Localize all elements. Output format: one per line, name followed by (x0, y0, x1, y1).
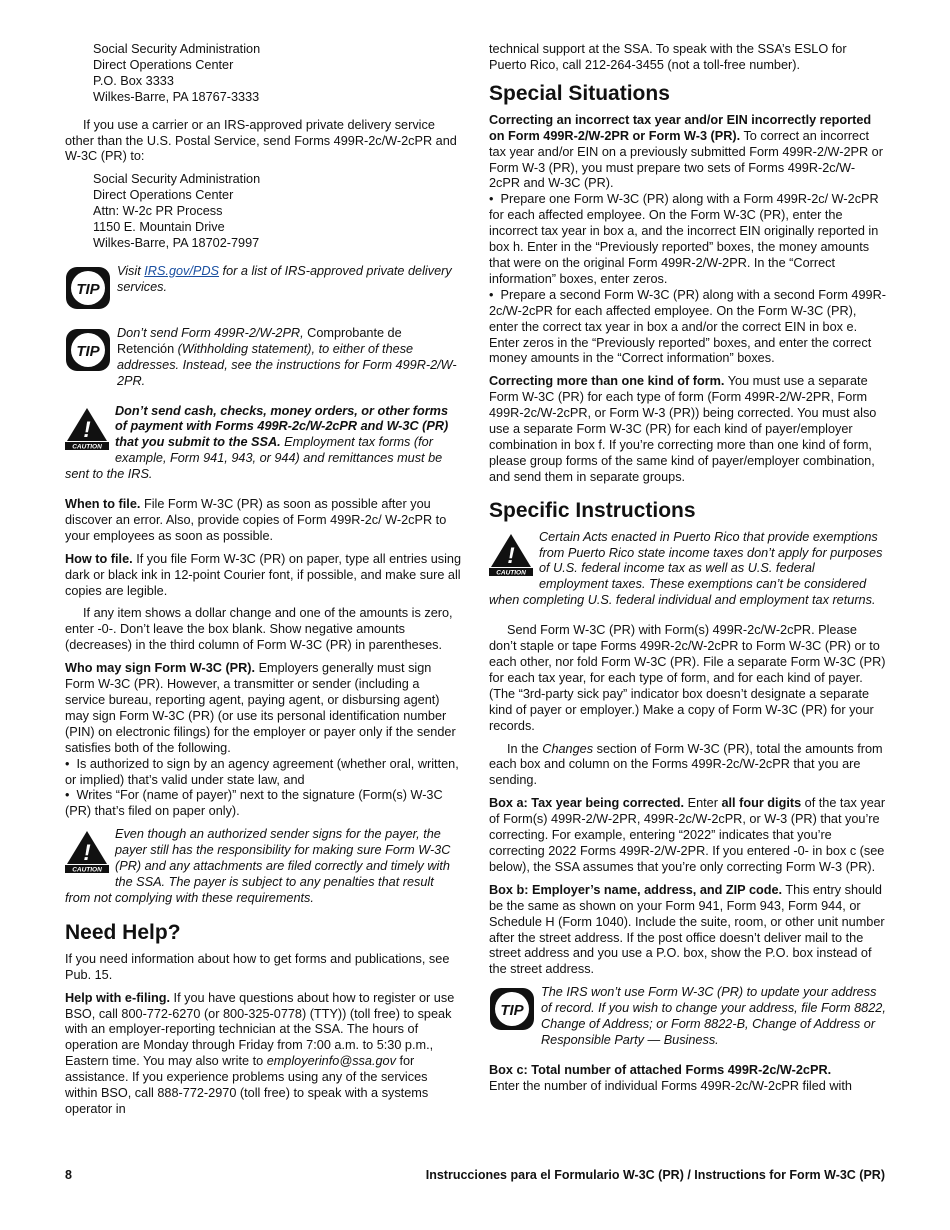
help-e-filing (65, 991, 462, 1118)
specific-instructions-heading: Specific Instructions (489, 498, 696, 522)
tip-icon-label: TIP (76, 280, 100, 298)
bullet-text: Is authorized to sign by an agency agreement (whether oral, written, or implied) that’s valid under state law, and (65, 756, 459, 787)
label: Who may sign Form W-3C (PR). (65, 661, 256, 676)
address-line: Direct Operations Center (93, 188, 234, 203)
caution-mark: ! (83, 416, 91, 442)
caution-note-acts (489, 530, 886, 610)
tip-icon-label: TIP (76, 342, 100, 360)
tip-icon (65, 266, 111, 310)
address-line: Social Security Administration (93, 42, 261, 56)
tip-note-499r (65, 326, 462, 390)
address-line: Wilkes-Barre, PA 18767-3333 (93, 89, 260, 104)
caution-icon (65, 406, 109, 450)
bullet-item: • Prepare one Form W-3C (PR) along with a Form 499R-2c/ W-2cPR for each affected employee. On the Form W-3C (PR), enter the incorrect tax year in box a, and the incorrect EIN originally reported in box h. Enter in the “Previously reported” boxes, the money amounts that were on the original Form 499R-2/W-2PR. In the “Correct information” boxes, enter zeros. (489, 192, 879, 286)
tip-text: Don’t send Form 499R-2/W-2PR, (117, 325, 308, 340)
tip-icon (65, 328, 111, 372)
address-line: Direct Operations Center (93, 57, 234, 72)
caution-text: Even though an authorized sender signs for the payer, the payer still has the responsibility for making sure Form W-3C (PR) and any attachments are filed correctly and timely with the SSA. The payer is subject to any penalties that result from not complying with these requirements. (65, 827, 451, 905)
caution-text: Don’t send cash, checks, money orders, or other forms of payment with Forms 499R-2c/W-2cPR and W-3C (PR) that you submit to the SSA. (115, 403, 449, 450)
address-line: Wilkes-Barre, PA 18702-7997 (93, 235, 260, 250)
label: How to file. (65, 551, 133, 566)
email-address: employerinfo@ssa.gov (266, 1054, 396, 1069)
text: section of Form W-3C (PR), total the amounts from each box and column on the Forms 499R-2c/W-2cPR that you are sending. (489, 741, 883, 788)
tip-note-pds (65, 264, 462, 312)
bullet-item: • Writes “For (name of payer)” next to the signature (Form(s) W-3C (PR) that’s filed on paper only). (65, 788, 443, 819)
label: Correcting more than one kind of form. (489, 374, 725, 389)
ssa-address-usps (65, 42, 462, 106)
correcting-more-forms (489, 374, 886, 485)
tip-text: Comprobante de Retención (117, 325, 402, 356)
label: Box c: Total number of attached Forms 499R-2c/W-2cPR. (489, 1062, 832, 1077)
bullet-text: Prepare a second Form W-3C (PR) along with a second Form 499R-2c/W-2cPR for each affected employee. On the Form W-3C (PR), enter the correct tax year in box a and/or the correct EIN in box e. Enter zeros in the “Previously reported” boxes, and enter the correct money amounts in the “Correct information” boxes. (489, 287, 886, 366)
tip-text: Visit (117, 263, 145, 278)
address-line: Attn: W-2c PR Process (93, 204, 223, 219)
special-situations-heading: Special Situations (489, 81, 670, 105)
text: for assistance. If you experience problems using any of the services within BSO, call 888-772-2970 (toll free) to speak with a systems operator in (65, 1054, 429, 1116)
caution-note-sender (65, 827, 462, 907)
caution-label: CAUTION (72, 443, 102, 450)
label: When to file. (65, 497, 141, 512)
address-line: P.O. Box 3333 (93, 73, 174, 88)
box-b-paragraph (489, 883, 886, 978)
text: of the tax year of Form(s) 499R-2/W-2PR, 499R-2c/W-2cPR, or W-3 (PR) that you’re correcting. For example, entering “2022” indicates that you’re correcting 2022 Forms 499R-2/W-2PR. If you entered -0- in box c (see below), the SSA assumes that you’re only correcting Form W-3 (PR). (489, 796, 886, 874)
text: You must use a separate Form W-3C (PR) for each type of form (Form 499R-2/W-2PR, Form 499R-2c/W-2cPR, or Form W-3 (PR)) being corrected. You must also use a separate Form W-3C (PR) for each kind of payer/employer combination in box f. If you’re correcting more than one kind of form, please group forms of the same kind of payer/employer combination, and send them in separate groups. (489, 374, 877, 484)
need-help-paragraph: If you need information about how to get forms and publications, see Pub. 15. (65, 951, 450, 982)
box-a-paragraph (489, 796, 886, 876)
ssa-address-carrier (65, 172, 462, 252)
continued-paragraph: technical support at the SSA. To speak with the SSA’s ESLO for Puerto Rico, call 212-264-3455 (not a toll-free number). (489, 42, 847, 72)
when-to-file (65, 497, 462, 545)
caution-mark: ! (83, 840, 91, 866)
text: To correct an incorrect tax year and/or EIN on a previously submitted Form 499R-2/W-2PR or Form W-3 (PR), you must prepare two sets of Forms 499R-2c/W-2cPR and W-3C (PR). (489, 128, 883, 191)
caution-label: CAUTION (496, 569, 526, 576)
tip-text: (Withholding statement), to either of these addresses. Instead, see the instructions for Form 499R-2/W-2PR. (117, 341, 457, 388)
caution-icon (489, 532, 533, 576)
address-line: 1150 E. Mountain Drive (93, 220, 225, 235)
caution-text: Certain Acts enacted in Puerto Rico that provide exemptions from Puerto Rico state income taxes don’t apply for purposes of U.S. federal income tax as well as U.S. federal employment taxes. These exemptions can’t be considered when completing U.S. federal individual and employment tax returns. (489, 529, 883, 608)
label: Box a: Tax year being corrected. (489, 796, 685, 811)
address-line: Social Security Administration (93, 172, 261, 187)
box-c-paragraph (489, 1063, 886, 1095)
bullet-text: Writes “For (name of payer)” next to the signature (Form(s) W-3C (PR) that’s filed on paper only). (65, 788, 443, 819)
caution-label: CAUTION (72, 866, 102, 874)
tip-note-address (489, 985, 886, 1049)
text: This entry should be the same as shown on your Form 941, Form 943, Form 944, or Schedule H (Form 1040). Include the suite, room, or other unit number after the street address. If the post office doesn’t deliver mail to the street address and you use a P.O. box, show the P.O. box instead of the street address. (489, 882, 885, 977)
how-to-file (65, 552, 462, 600)
text: all four digits (721, 796, 802, 811)
tip-text: The IRS won’t use Form W-3C (PR) to update your address of record. If you wish to change your address, file Form 8822, Change of Address; or Form 8822-B, Change of Address or Responsible Party — Business. (541, 985, 886, 1047)
text: In the (507, 741, 543, 756)
need-help-heading: Need Help? (65, 920, 181, 944)
irs-pds-link[interactable]: IRS.gov/PDS (144, 263, 220, 278)
label: Box b: Employer’s name, address, and ZIP code. (489, 882, 783, 897)
bullet-text: Prepare one Form W-3C (PR) along with a Form 499R-2c/ W-2cPR for each affected employee. On the Form W-3C (PR), enter the incorrect tax year in box a, and the incorrect EIN originally reported in box h. Enter in the “Previously reported” boxes, the money amounts that were on the original Form 499R-2/W-2PR. In the “Correct information” boxes, enter zeros. (489, 192, 879, 286)
correcting-ein (489, 113, 886, 193)
right-column (489, 42, 886, 1095)
caution-icon (65, 829, 109, 873)
tip-text: for a list of IRS-approved private delivery services. (117, 263, 452, 294)
bullet-item: • Prepare a second Form W-3C (PR) along with a second Form 499R-2c/W-2cPR for each affected employee. On the Form W-3C (PR), enter the correct tax year in box a and/or the correct EIN in box e. Enter zeros in the “Previously reported” boxes, and enter the correct money amounts in the “Correct information” boxes. (489, 287, 886, 366)
footer-title: Instrucciones para el Formulario W-3C (PR) / Instructions for Form W-3C (PR) (425, 1168, 885, 1182)
who-may-sign (65, 661, 462, 756)
dollar-change-paragraph: If any item shows a dollar change and one of the amounts is zero, enter -0-. Don’t leave the box blank. Show negative amounts (decreases) in the third column of Form W-3C (PR) in parentheses. (65, 606, 453, 653)
text: File Form W-3C (PR) as soon as possible after you discover an error. Also, provide copies of Form 499R-2c/ W-2cPR to your employees as soon as possible. (65, 497, 447, 543)
text: If you file Form W-3C (PR) on paper, type all entries using dark or black ink in 12-point Courier font, if possible, and make sure all copies are legible. (65, 551, 462, 598)
text: Enter the number of individual Forms 499R-2c/W-2cPR filed with (489, 1078, 852, 1093)
text: Changes (542, 741, 594, 756)
caution-note-payments (65, 404, 462, 484)
tip-icon (489, 987, 535, 1031)
changes-paragraph (489, 742, 886, 790)
send-form-paragraph: Send Form W-3C (PR) with Form(s) 499R-2c/W-2cPR. Please don’t staple or tape Forms 499R-2c/W-2cPR to Form W-3C (PR) or to each other, nor fold Form W-3C (PR). File a separate Form W-3C (PR) for each tax year, for each type of form, and for each kind of payer. (The “3rd-party sick pay” indicator box doesn’t designate a separate kind of payer or employer.) Make a copy of Form W-3C (PR) for your records. (489, 623, 886, 733)
caution-text: Employment tax forms (for example, Form 941, 943, or 944) and remittances must be sent to the IRS. (65, 435, 443, 482)
carrier-paragraph: If you use a carrier or an IRS-approved private delivery service other than the U.S. Postal Service, send Forms 499R-2c/W-2cPR and W-3C (PR) to: (65, 117, 457, 164)
label: Correcting an incorrect tax year and/or EIN incorrectly reported on Form 499R-2/W-2PR or Form W-3 (PR). (489, 112, 872, 143)
bullet-item: • Is authorized to sign by an agency agreement (whether oral, written, or implied) that’s valid under state law, and (65, 756, 459, 787)
left-column (65, 42, 462, 1125)
text: If you have questions about how to register or use BSO, call 800-772-6270 (or 800-325-0778) (TTY)) (toll free) to speak with an employer-reporting technician at the SSA. The hours of operation are Monday through Friday from 7:00 a.m. to 5:30 p.m., Eastern time. You may also write to (65, 990, 455, 1069)
text: Enter (684, 796, 722, 811)
label: Help with e-filing. (65, 990, 171, 1005)
caution-mark: ! (507, 542, 515, 568)
tip-icon-label: TIP (500, 1002, 524, 1020)
page-number: 8 (65, 1168, 72, 1182)
text: Employers generally must sign Form W-3C (PR). However, a transmitter or sender (including a service bureau, reporting agent, paying agent, or disbursing agent) may sign Form W-3C (PR) (or use its personal identification number (PIN) on electronic filings) for the employer or payer only if the sender satisfies both of the following. (65, 661, 456, 755)
